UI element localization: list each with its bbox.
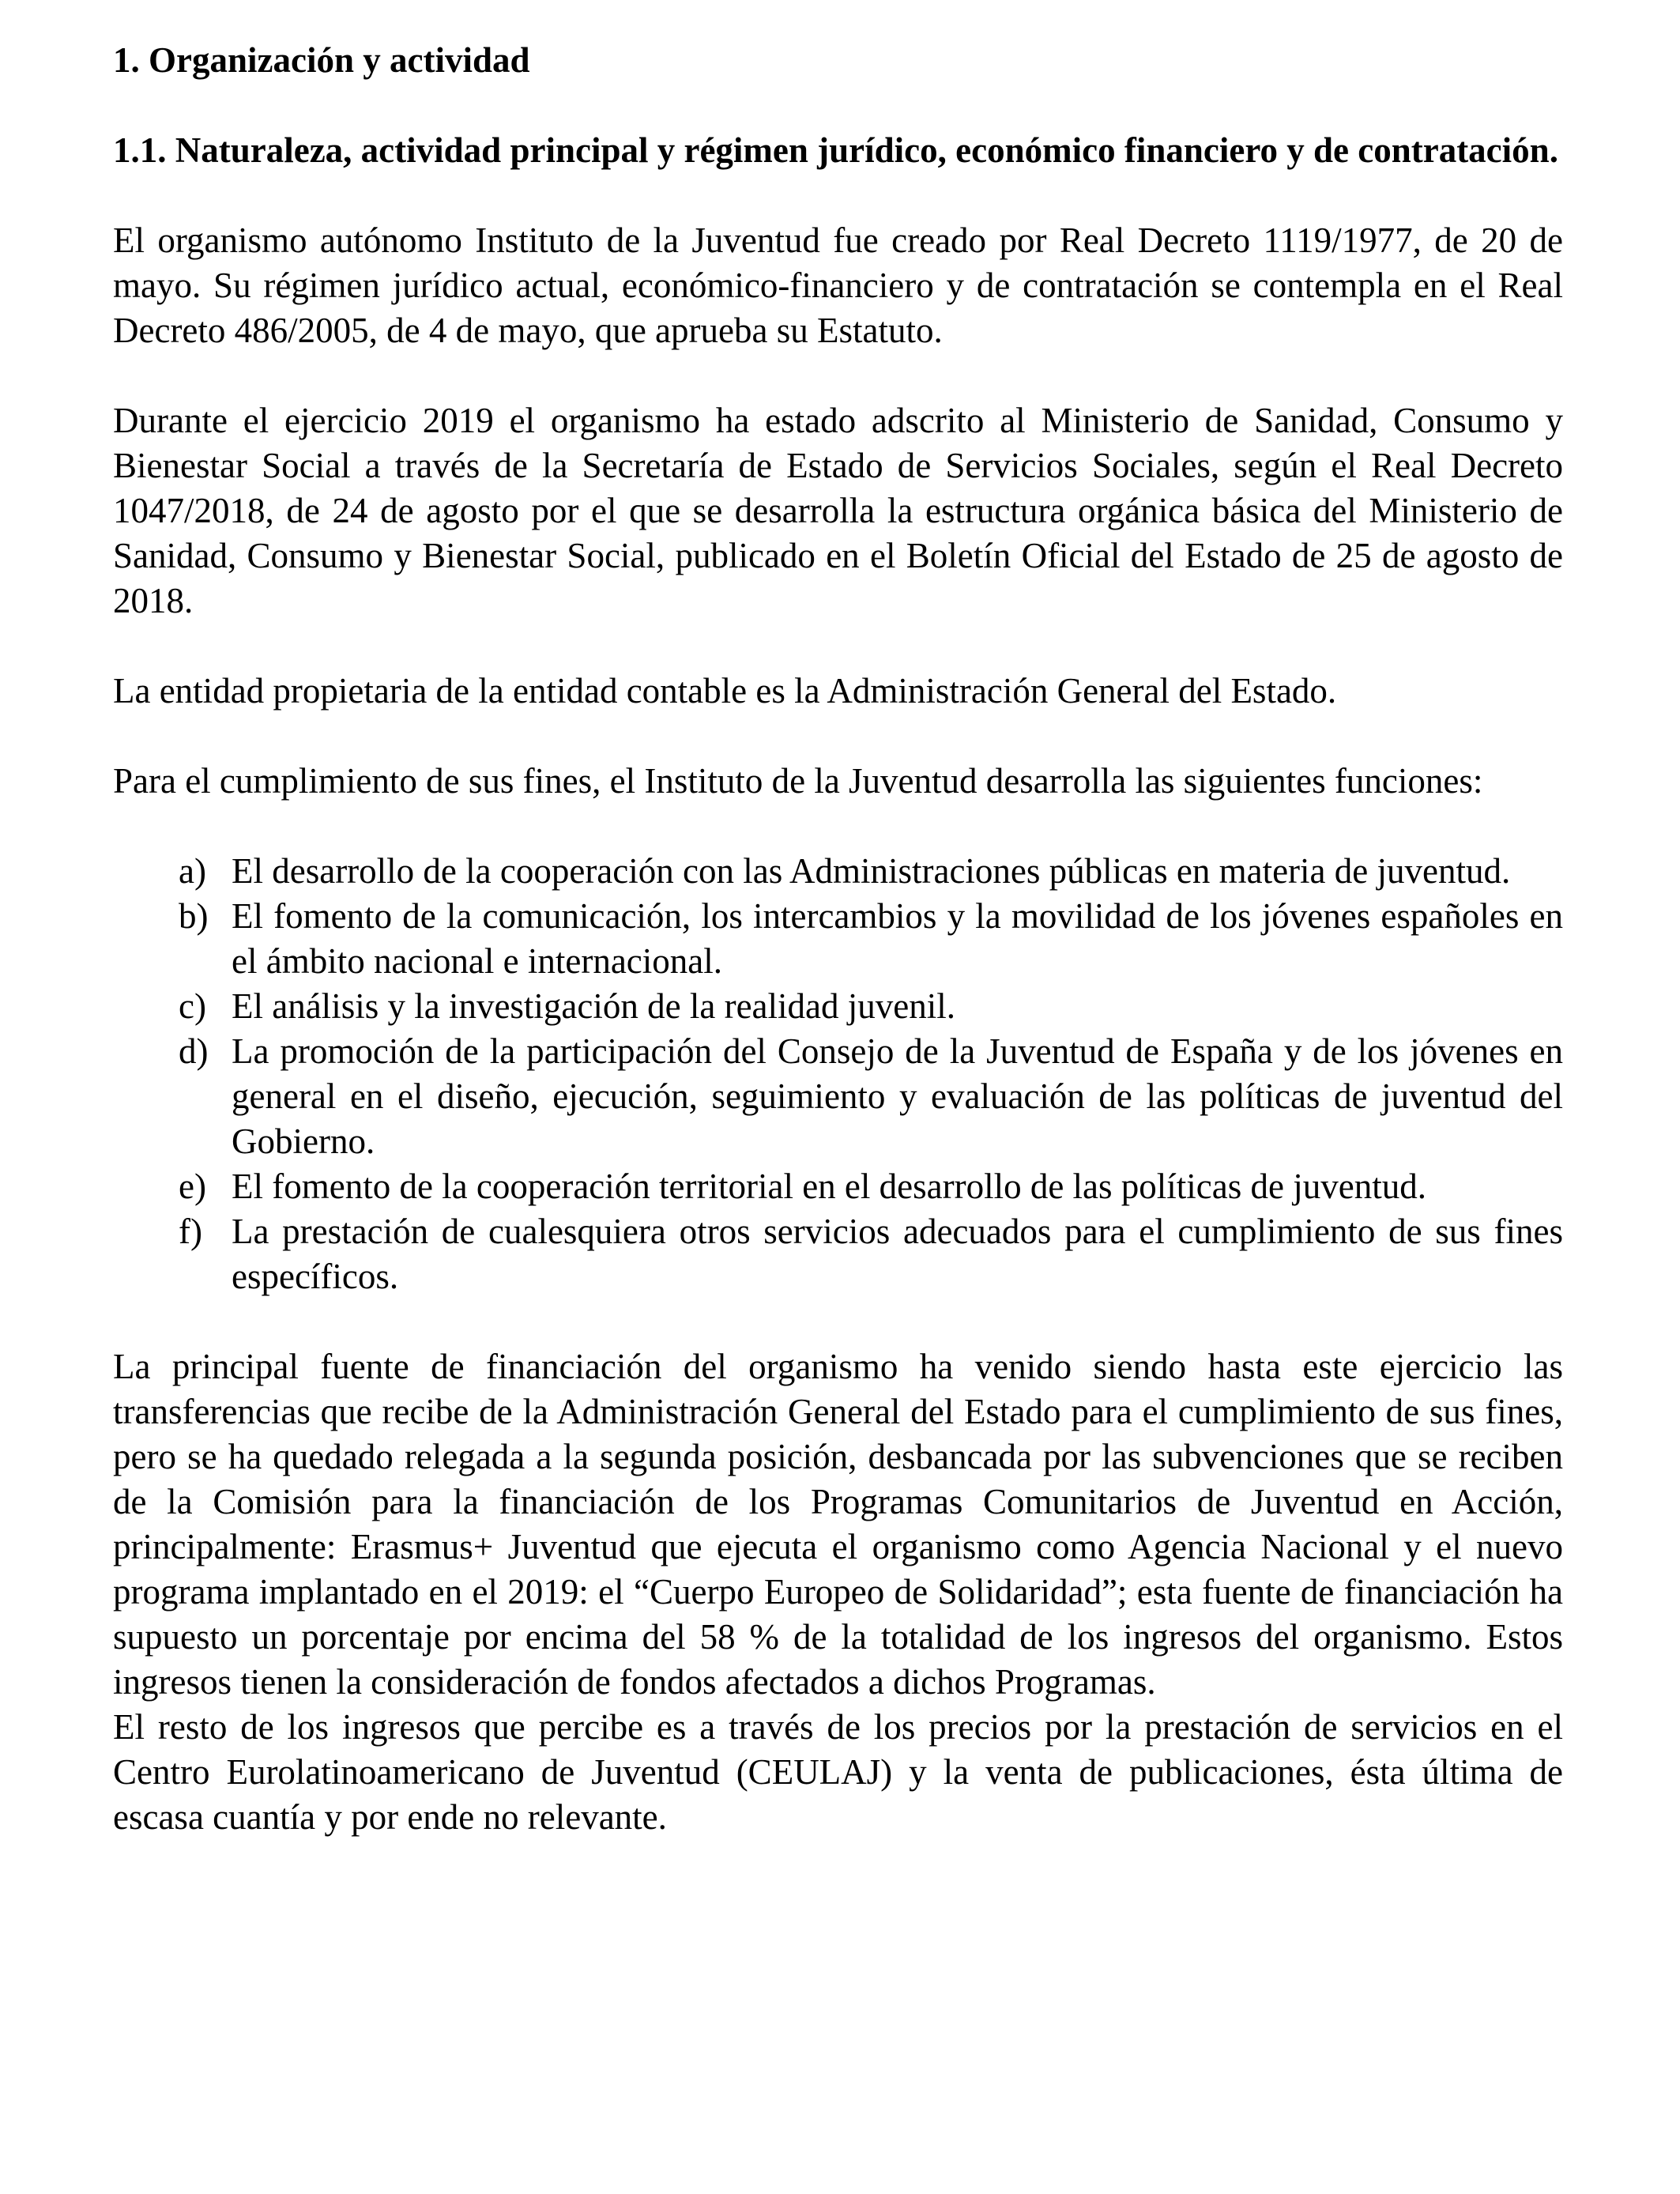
paragraph-adscription: Durante el ejercicio 2019 el organismo ha estado adscrito al Ministerio de Sanidad, Consumo y Bienestar Social a través de la Secretaría de Estado de Servicios Sociales, según el Real Decreto 1047/2018, de 24 de agosto por el que se desarrolla la estructura orgánica básica del Ministerio de Sanidad, Consumo y Bienestar Social, publicado en el Boletín Oficial del Estado de 25 de agosto de 2018. xyxy=(113,401,1563,620)
section-title: 1. Organización y actividad xyxy=(113,40,530,80)
list-item-text: El desarrollo de la cooperación con las Administraciones públicas en materia de juventud. xyxy=(232,851,1511,891)
list-item xyxy=(179,849,1563,894)
paragraph-functions-intro: Para el cumplimiento de sus fines, el Instituto de la Juventud desarrolla las siguientes funciones: xyxy=(113,761,1483,801)
list-marker: c) xyxy=(179,986,206,1026)
list-item-text: La prestación de cualesquiera otros servicios adecuados para el cumplimiento de sus fines específicos. xyxy=(232,1212,1563,1296)
list-marker: e) xyxy=(179,1167,206,1206)
paragraph-other-income: El resto de los ingresos que percibe es a través de los precios por la prestación de servicios en el Centro Eurolatinoamericano de Juventud (CEULAJ) y la venta de publicaciones, ésta última de escasa cuantía y por ende no relevante. xyxy=(113,1707,1563,1837)
list-item xyxy=(179,1209,1563,1299)
functions-list xyxy=(113,849,1563,1299)
subsection-title: 1.1. Naturaleza, actividad principal y régimen jurídico, económico financiero y de contratación. xyxy=(113,130,1558,170)
list-marker: b) xyxy=(179,896,209,936)
paragraph-creation: El organismo autónomo Instituto de la Juventud fue creado por Real Decreto 1119/1977, de 20 de mayo. Su régimen jurídico actual, económico-financiero y de contratación se contempla en el Real Decreto 486/2005, de 4 de mayo, que aprueba su Estatuto. xyxy=(113,221,1563,350)
paragraph-ownership: La entidad propietaria de la entidad contable es la Administración General del Estado. xyxy=(113,671,1337,711)
list-item-text: El fomento de la comunicación, los intercambios y la movilidad de los jóvenes españoles en el ámbito nacional e internacional. xyxy=(232,896,1563,981)
paragraph-financing: La principal fuente de financiación del organismo ha venido siendo hasta este ejercicio las transferencias que recibe de la Administración General del Estado para el cumplimiento de sus fines, pero se ha quedado relegada a la segunda posición, desbancada por las subvenciones que se reciben de la Comisión para la financiación de los Programas Comunitarios de Juventud en Acción, principalmente: Erasmus+ Juventud que ejecuta el organismo como Agencia Nacional y el nuevo programa implantado en el 2019: el “Cuerpo Europeo de Solidaridad”; esta fuente de financiación ha supuesto un porcentaje por encima del 58 % de la totalidad de los ingresos del organismo. Estos ingresos tienen la consideración de fondos afectados a dichos Programas. xyxy=(113,1347,1563,1702)
list-item-text: El fomento de la cooperación territorial en el desarrollo de las políticas de juventud. xyxy=(232,1167,1426,1206)
list-marker: d) xyxy=(179,1031,209,1071)
list-item-text: La promoción de la participación del Consejo de la Juventud de España y de los jóvenes en general en el diseño, ejecución, seguimiento y evaluación de las políticas de juventud del Gobierno. xyxy=(232,1031,1563,1161)
list-item xyxy=(179,1164,1563,1209)
list-marker: a) xyxy=(179,851,206,891)
document-page xyxy=(113,38,1563,1840)
list-item xyxy=(179,984,1563,1029)
list-item xyxy=(179,1029,1563,1164)
list-item xyxy=(179,894,1563,984)
list-marker: f) xyxy=(179,1212,202,1251)
list-item-text: El análisis y la investigación de la realidad juvenil. xyxy=(232,986,955,1026)
